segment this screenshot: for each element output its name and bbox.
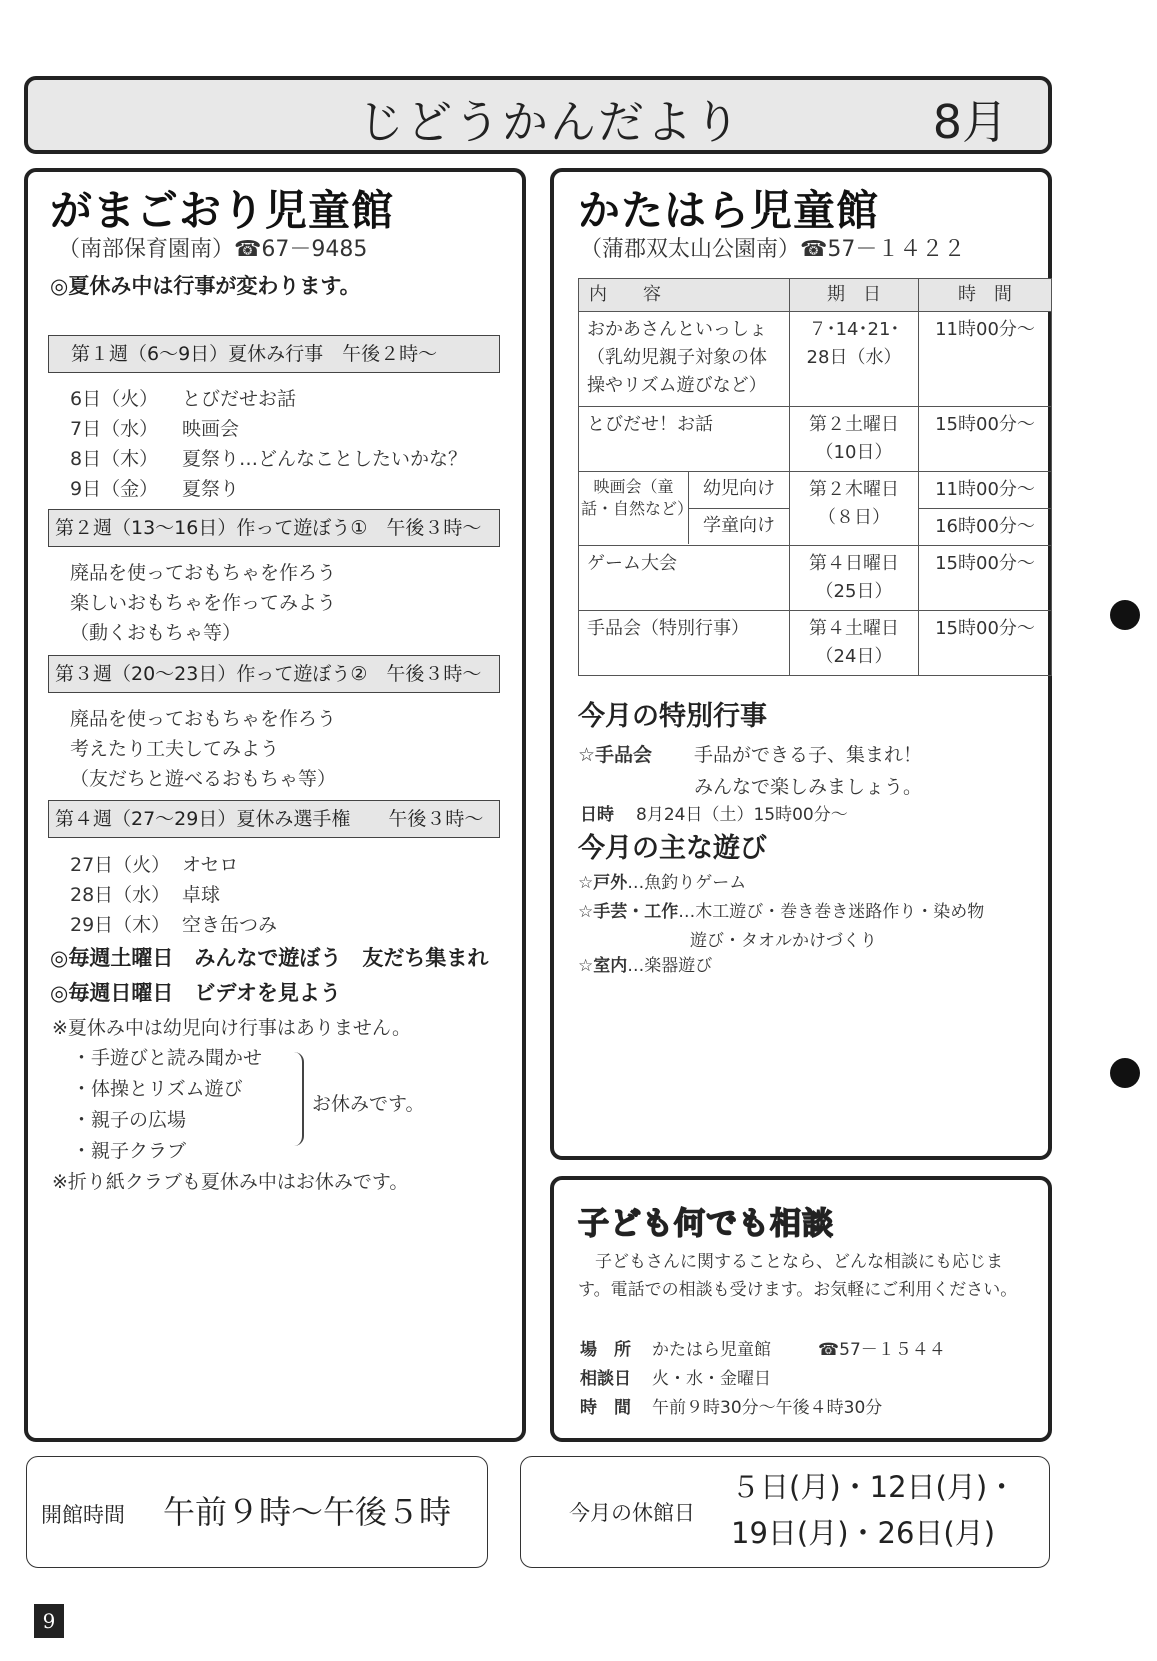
gamagoori-name: がまごおり児童館: [50, 186, 395, 235]
hours-box: [26, 1456, 488, 1568]
table-header: 期 日: [790, 279, 919, 312]
week-1-header: 第１週（6～9日）夏休み行事 午後２時～: [48, 335, 500, 373]
week-4-event: オセロ: [182, 854, 239, 876]
week-4-event: 卓球: [182, 884, 221, 906]
play-item-label: ☆手芸・工作: [578, 902, 679, 922]
closed-item: ・親子の広場: [72, 1109, 187, 1131]
play-item: [578, 868, 746, 893]
binder-hole: [1110, 1058, 1140, 1088]
holiday-line: 19日(月)・26日(月): [731, 1516, 996, 1550]
table-cell-content: 映画会（童話・自然など）: [579, 472, 689, 544]
page-number: 9: [34, 1604, 64, 1638]
special-event-label: ☆手品会: [578, 744, 653, 766]
table-row: [579, 546, 1052, 611]
week-4-header: 第４週（27～29日）夏休み選手権 午後３時～: [48, 800, 500, 838]
week-3-item: 考えたり工夫してみよう: [70, 738, 280, 760]
weekly-sunday: ◎毎週日曜日 ビデオを見よう: [50, 981, 341, 1005]
table-cell-time: 15時00分～: [919, 546, 1052, 611]
special-event-line: 手品ができる子、集まれ！: [694, 744, 923, 766]
no-toddler-note: ※夏休み中は幼児向け行事はありません。: [52, 1017, 412, 1039]
hours-label: 開館時間: [41, 1503, 125, 1527]
holiday-line: ５日(月)・12日(月)・: [731, 1470, 1017, 1504]
holiday-box: [520, 1456, 1050, 1568]
newsletter-header: [24, 76, 1052, 154]
play-item-text: …魚釣りゲーム: [627, 873, 747, 893]
week-1-event: 映画会: [182, 418, 240, 440]
play-title: 今月の主な遊び: [578, 833, 767, 864]
consultation-body: 子どもさんに関することなら、どんな相談にも応じます。電話での相談も受けます。お気軽にご利用ください。: [578, 1252, 1018, 1300]
table-cell-sub: 幼児向け: [689, 472, 789, 509]
week-1-date: 6日（火）: [70, 388, 159, 410]
table-cell-sub: 学童向け: [703, 514, 775, 536]
newsletter-title: じどうかんだより: [358, 95, 742, 149]
play-item-text: …楽器遊び: [627, 956, 713, 976]
week-4-event: 空き缶つみ: [182, 914, 278, 936]
week-4-date: 28日（水）: [70, 884, 171, 906]
special-event-line: みんなで楽しみましょう。: [694, 776, 923, 798]
week-2-item: 楽しいおもちゃを作ってみよう: [70, 592, 337, 614]
weekly-saturday: ◎毎週土曜日 みんなで遊ぼう 友だち集まれ: [50, 946, 489, 970]
closed-item: ・親子クラブ: [72, 1140, 187, 1162]
day-value: 火・水・金曜日: [652, 1369, 771, 1389]
hours-value: 午前９時～午後５時: [163, 1493, 452, 1531]
week-3-header: 第３週（20～23日）作って遊ぼう② 午後３時～: [48, 655, 500, 693]
week-1-event: とびだせお話: [182, 388, 297, 410]
table-cell-content: 手品会（特別行事）: [579, 611, 790, 676]
week-1-date: 8日（木）: [70, 448, 159, 470]
week-4-date: 27日（火）: [70, 854, 171, 876]
week-2-header: 第２週（13～16日）作って遊ぼう① 午後３時～: [48, 509, 500, 547]
table-row: [579, 611, 1052, 676]
table-row: [579, 312, 1052, 407]
time-label: 時 間: [580, 1398, 631, 1418]
gamagoori-notice: ◎夏休み中は行事が変わります。: [50, 274, 361, 298]
special-date: 8月24日（土）15時00分～: [636, 805, 848, 825]
special-date-label: 日時: [580, 805, 614, 825]
special-event-title: 今月の特別行事: [578, 701, 767, 732]
table-row: [579, 407, 1052, 472]
katahara-name: かたはら児童館: [578, 186, 880, 235]
week-1-date: 9日（金）: [70, 478, 159, 500]
play-item-label: ☆室内: [578, 956, 628, 976]
bracket: [290, 1052, 304, 1146]
table-cell-content: ゲーム大会: [579, 546, 790, 611]
play-item-text: …木工遊び・巻き巻き迷路作り・染め物: [678, 902, 985, 922]
consultation-title: 子ども何でも相談: [578, 1206, 834, 1242]
table-cell-time: 16時00分～: [919, 509, 1052, 546]
table-header: 内 容: [579, 279, 790, 312]
week-3-item: （友だちと遊べるおもちゃ等）: [70, 768, 337, 790]
play-item: 遊び・タオルかけづくり: [690, 931, 877, 951]
table-cell-time: 15時00分～: [919, 611, 1052, 676]
table-row: [579, 472, 1052, 509]
table-cell-time: 15時00分～: [919, 407, 1052, 472]
place-value: かたはら児童館: [652, 1340, 771, 1360]
week-1-event: 夏祭り…どんなことしたいかな？: [182, 448, 468, 470]
day-label: 相談日: [580, 1369, 631, 1389]
binder-hole: [1110, 600, 1140, 630]
newsletter-month: 8月: [932, 95, 1008, 149]
week-2-item: （動くおもちゃ等）: [70, 622, 242, 644]
week-1-event: 夏祭り: [182, 478, 240, 500]
holiday-label: 今月の休館日: [569, 1501, 695, 1525]
table-cell-date: 第２木曜日（８日）: [790, 472, 919, 546]
table-cell-time: 11時00分～: [919, 312, 1052, 407]
table-cell-date: ７･14･21･28日（水）: [790, 312, 919, 407]
play-item-label: ☆戸外: [578, 873, 628, 893]
closed-item: ・手遊びと読み聞かせ: [72, 1047, 263, 1069]
table-cell-date: 第４日曜日（25日）: [790, 546, 919, 611]
week-1-date: 7日（水）: [70, 418, 159, 440]
schedule-table: [578, 278, 1052, 676]
week-4-date: 29日（木）: [70, 914, 171, 936]
gamagoori-address: （南部保育園南）☎67－9485: [58, 237, 368, 262]
time-value: 午前９時30分～午後４時30分: [652, 1398, 883, 1418]
table-cell-content: とびだせ！お話: [579, 407, 790, 472]
place-label: 場 所: [580, 1340, 631, 1360]
play-item: [578, 897, 984, 922]
closed-label: お休みです。: [312, 1093, 425, 1115]
table-cell-content: おかあさんといっしょ（乳幼児親子対象の体操やリズム遊びなど）: [579, 312, 790, 407]
week-3-item: 廃品を使っておもちゃを作ろう: [70, 708, 337, 730]
katahara-address: （蒲郡双太山公園南）☎57－１４２２: [580, 237, 966, 262]
place-tel: ☎57－１５４４: [818, 1340, 946, 1360]
table-header: 時 間: [919, 279, 1052, 312]
origami-note: ※折り紙クラブも夏休み中はお休みです。: [52, 1171, 409, 1193]
table-cell-date: 第２土曜日（10日）: [790, 407, 919, 472]
week-2-item: 廃品を使っておもちゃを作ろう: [70, 562, 337, 584]
table-cell-date: 第４土曜日（24日）: [790, 611, 919, 676]
play-item: [578, 951, 712, 976]
closed-item: ・体操とリズム遊び: [72, 1078, 243, 1100]
table-cell-time: 11時00分～: [919, 472, 1052, 509]
